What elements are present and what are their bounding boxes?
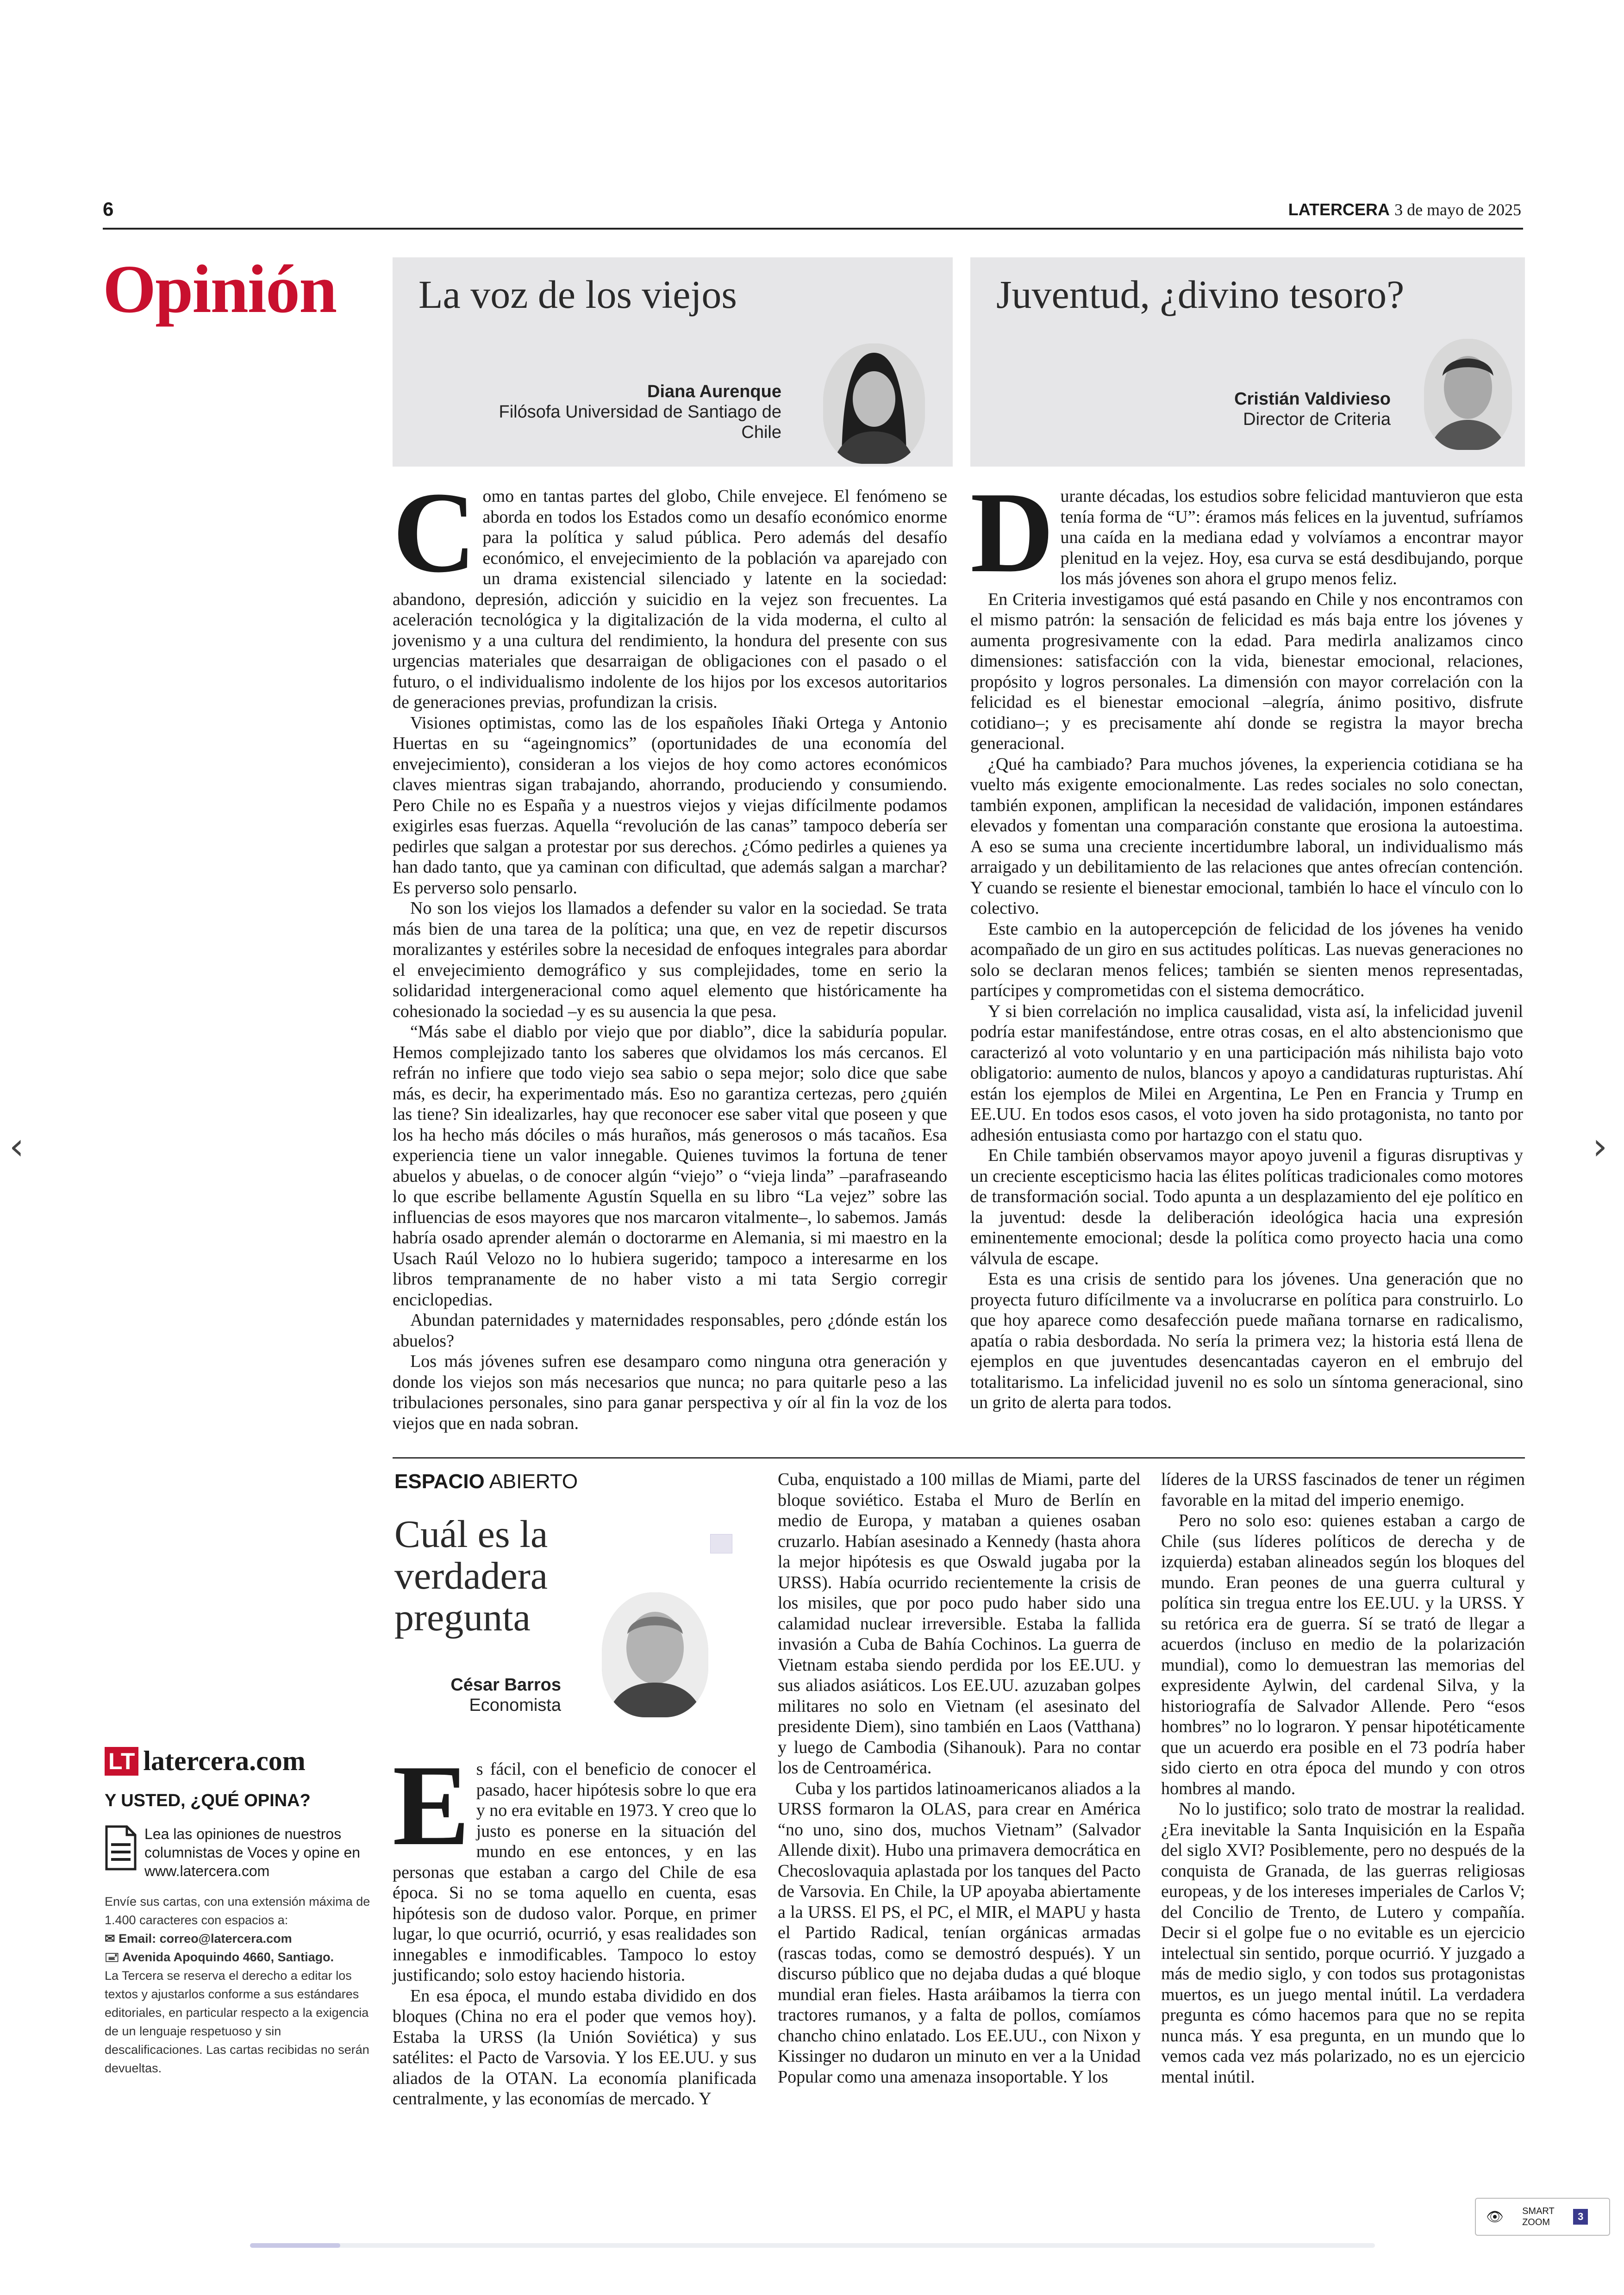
article1-role: Filósofa Universidad de Santiago de Chile [499, 402, 781, 442]
article1-paragraph: Abundan paternidades y maternidades responsables, pero ¿dónde están los abuelos? [393, 1310, 947, 1351]
logo-mark: LT [105, 1747, 138, 1776]
page-indicator-badge: 3 [1573, 2209, 1588, 2225]
article1-dropcap: C [393, 468, 476, 597]
page-number: 6 [103, 198, 114, 220]
article1-paragraph: Los más jóvenes sufren ese desamparo como ninguna otra generación y donde los viejos son más necesarios que nunca; no para quitarle peso a las tribulaciones personales, sino para ganar perspectiva y oír al fin la voz de los viejos que en nada sobran. [393, 1352, 947, 1433]
article1-author: Diana Aurenque [647, 382, 781, 401]
issue-date: 3 de mayo de 2025 [1394, 200, 1521, 219]
document-icon [105, 1825, 137, 1871]
logo-text: latercera.com [143, 1746, 306, 1776]
article2-paragraph: Durante décadas, los estudios sobre felicidad mantuvieron que esta tenía forma de “U”: éramos más felices en la juventud, sufríamos una caída en la mediana edad y volvíamos a encontrar mayor plenitud en la vejez. Hoy, esa curva se está desdibujando, porque los más jóvenes son ahora el grupo menos feliz. [970, 468, 1523, 597]
article3-title: Cuál es la verdadera pregunta [394, 1513, 548, 1639]
section-title: Opinión [103, 251, 337, 327]
article2-role: Director de Criteria [1243, 410, 1391, 429]
header-rule [103, 228, 1523, 230]
article2-paragraph: Y si bien correlación no implica causalidad, vista así, la infelicidad juvenil podría estar manifestándose, entre otras cosas, en el alto abstencionismo que caracterizó al voto voluntario y en una participación más nihilista bajo voto obligatorio: aumento de nulos, blancos y apoyo a candidaturas rupturistas. Ahí están los ejemplos de Milei en Argentina, Le Pen en Francia y Trump en EE.UU. En todos esos casos, el voto joven ha sido protagonista, no tanto por adhesión entusiasta como por hartazgo con el statu quo. [970, 1001, 1523, 1145]
article3-author: César Barros [450, 1675, 561, 1695]
article1-byline [485, 381, 781, 443]
envelope-icon: 🖃 [105, 1950, 123, 1964]
smart-zoom-label: SMART ZOOM [1522, 2206, 1555, 2227]
previous-page-button[interactable]: ‹ [9, 1125, 24, 1168]
sidebar-lead: Lea las opiniones de nuestros columnistas de Voces y opine en www.latercera.com [105, 1825, 373, 1880]
sidebar-instructions: Envíe sus cartas, con una extensión máxima de 1.400 caracteres con espacios a: ✉ Email: correo@latercera.com 🖃 Avenida Apoquindo 4660, Santiago. La Tercera se reserva el derecho a editar los textos y ajustarlos conforme a sus estándares editoriales, en particular respecto a la exigencia de un lenguaje respetuoso y sin descalificaciones. Las cartas recibidas no serán devueltas. [105, 1892, 373, 2077]
article2-paragraph: Esta es una crisis de sentido para los jóvenes. Una generación que no proyecta futuro difícilmente va a involucrarse en política para construirlo. Lo que hoy aparece como desafección puede mañana tornarse en radicalismo, apatía o rabia desbordada. No sería la primera vez; la historia está llena de ejemplos en que juventudes desencantadas cayeron en el embrujo del totalitarismo. La infelicidad juvenil no es solo un síntoma generacional, sino un grito de alerta para todos. [970, 1269, 1523, 1412]
article2-byline [1113, 389, 1391, 430]
article3-column-2: Cuba, enquistado a 100 millas de Miami, parte del bloque soviético. Estaba el Muro de Berlín en medio de Europa, y mataban a quienes osaban cruzarlo. Habían asesinado a Kennedy (hasta ahora la mejor hipótesis es que Oswald jugaba por la URSS). Había ocurrido recientemente la crisis de los misiles, que por poco pudo haber sido una calamidad nuclear irreversible. Estaba la fallida invasión a Cuba de Bahía Cochinos. La guerra de Vietnam estaba siendo perdida por los EE.UU. y sus aliados asiáticos. Los EE.UU. azuzaban golpes militares no solo en Vietnam (el asesinato del presidente Diem), sino también en Laos (Vatthana) y luego de Cambodia (Sihanouk). Para no contar los de Centroamérica. Cuba y los partidos latinoamericanos aliados a la URSS formaron la OLAS, para crear en América “no uno, sino dos, muchos Vietnam” (Salvador Allende dixit). Hubo una primavera democrática en Checoslovaquia aplastada por los tanques del Pacto de Varsovia. En Chile, la UP apoyaba abiertamente a la URSS. El PS, el PC, el MIR, el MAPU y hasta el Partido Radical, tenían orgánicas armadas (rascas todas, como se demostró después). Y un discurso público que no dejaba dudas a qué bloque mundial eran fieles. Hasta aráibamos la tierra con tractores rumanos, y a falta de pollos, comíamos chancho chino enlatado. Los EE.UU., con Nixon y Kissinger no dudaron un minuto en ver a la Unidad Popular como una amenaza insoportable. Y los [778, 1470, 1141, 2087]
sidebar-logo[interactable] [105, 1745, 373, 1777]
brand-name: LATERCERA [1288, 200, 1390, 219]
eye-icon: 👁 [1486, 2208, 1504, 2225]
article2-author: Cristián Valdivieso [1234, 389, 1391, 409]
article2-paragraph: En Chile también observamos mayor apoyo juvenil a figuras disruptivas y un creciente escepticismo hacia las élites políticas tradicionales como motores de transformación social. Todo apunta a un desplazamiento del eje político en la juventud: desde la deliberación ideológica hacia una expresión eminentemente emocional; desde la política como proyecto hacia una como válvula de escape. [970, 1146, 1523, 1268]
article2-paragraph: ¿Qué ha cambiado? Para muchos jóvenes, la experiencia cotidiana se ha vuelto más exigente emocionalmente. Las redes sociales no solo conectan, también exponen, amplifican la necesidad de validación, imponen estándares elevados y fomentan una comparación constante que erosiona la autoestima. A eso se suma una creciente incertidumbre laboral, un individualismo más arraigado y un debilitamiento de las relaciones que antes ofrecían contención. Y cuando se resiente el bienestar emocional, también lo hace el vínculo con lo colectivo. [970, 754, 1523, 918]
article1-paragraph: Visiones optimistas, como las de los españoles Iñaki Ortega y Antonio Huertas en su “ageingnomics” (oportunidades de una economía del envejecimiento), consideran a los viejos de hoy como actores económicos claves mientras sigan trabajando, ahorrando, produciendo y consumiendo. Pero Chile no es España y a nuestros viejos y viejas difícilmente podamos exigirles esas fuerzas. Aquella “revolución de las canas” tampoco debería ser pedirles que salgan a protestar por sus derechos. ¿Cómo pedirles a quienes ya han dado tanto, que ya caminan con dificultad, que además salgan a marchar? Es perverso solo pensarlo. [393, 713, 947, 898]
email-link[interactable]: ✉ Email: correo@latercera.com [105, 1932, 292, 1946]
article2-header [970, 257, 1525, 467]
article1-paragraph: “Más sabe el diablo por viejo que por diablo”, dice la sabiduría popular. Hemos complejizado tanto los saberes que olvidamos los más cercanos. El refrán no infiere que todo viejo sea sabio o sepa mejor; solo dice que sabe más, es decir, ha experimentado más. Eso no garantiza certezas, pero ¿quién las tiene? Sin idealizarles, hay que reconocer ese saber vital que poseen y que los ha hecho más dóciles o más huraños, más generosos o más tacaños. Esa experiencia tiene un valor innegable. Quienes tuvimos la fortuna de tener abuelos y abuelas, o de conocer algún “viejo” o “vieja linda” –parafraseando lo que escribe bellamente Agustín Squella en su libro “La vejez” sobre las influencias de esos mayores que nos marcaron vitalmente–, lo sabemos. Jamás habría osado aprender alemán o doctorarme en Alemania, si mi maestro en la Usach Raúl Velozo no lo hubiera sugerido; tampoco a interesarme en los libros tempranamente de no haber visto a mi tata Sergio corregir enciclopedias. [393, 1022, 947, 1310]
article1-body [393, 468, 947, 1440]
mail-icon: ✉ [105, 1932, 119, 1946]
article2-title: Juventud, ¿divino tesoro? [996, 272, 1405, 317]
article3-column-3: líderes de la URSS fascinados de tener un régimen favorable en la mitad del imperio enemigo. Pero no solo eso: quienes estaban a cargo de Chile (sus líderes políticos de derecha y de izquierda) estaban alineados según los bloques del mundo. Eran peones de una guerra cultural y política sin tregua entre los EE.UU. y la URSS. Y su retórica era de guerra. Sí se trató de llegar a acuerdos (incluso en medio de la polarización mundial), como lo demuestran las memorias del expresidente Aylwin, del cardenal Silva, y la historiografía de Salvador Allende. Pero “esos hombres” no lo lograron. Y pensar hipotéticamente que un acuerdo era posible en el 73 podría haber sido cierto en otra época del mundo y con otros hombres al mando. No lo justifico; solo trato de mostrar la realidad. ¿Era inevitable la Santa Inquisición en la España del siglo XVI? Posiblemente, pero no después de la conquista de Granada, de las guerras religiosas europeas, y de los intereses imperiales de Carlos V; del Concilio de Trento, de Lutero y compañía. Decir si el golpe fue o no evitable es un ejercicio intelectual sin sentido, porque ocurrió. Y juzgado a más de medio siglo, y con todos sus protagonistas muertos, es un juego mental inútil. La verdadera pregunta es cómo hacemos para que no se repita nunca más. Y esa pregunta, en un mundo que lo vemos cada vez más polarizado, no es un ejercicio mental inútil. [1161, 1470, 1525, 2087]
article1-title: La voz de los viejos [418, 272, 737, 317]
masthead [1288, 200, 1521, 219]
sidebar [105, 1745, 373, 2077]
article3-byline [394, 1675, 561, 1715]
author-portrait-barros [602, 1592, 708, 1717]
article1-paragraph: No son los viejos los llamados a defender su valor en la sociedad. Se trata más bien de una tarea de la política; una que, en vez de repetir discursos moralizantes y estériles sobre la necesidad de enfoques integrales para abordar el envejecimiento demográfico y sus complejidades, tome en serio la solidaridad intergeneracional como aquel elemento que históricamente ha cohesionado la sociedad –y es su ausencia la que pesa. [393, 898, 947, 1021]
sidebar-heading: Y USTED, ¿QUÉ OPINA? [105, 1791, 311, 1810]
small-placeholder-icon [710, 1534, 732, 1553]
article2-paragraph: En Criteria investigamos qué está pasando en Chile y nos encontramos con el mismo patrón: la sensación de felicidad es más baja entre los jóvenes y aumenta progresivamente con la edad. Para medirla analizamos cinco dimensiones: satisfacción con la vida, bienestar emocional, relaciones, propósito y logros personales. La dimensión con mayor correlación con la felicidad es el bienestar emocional –alegría, ánimo positivo, disfrute cotidiano–; y es precisamente ahí donde se registra la mayor brecha generacional. [970, 589, 1523, 753]
postal-address: 🖃 Avenida Apoquindo 4660, Santiago. [105, 1950, 334, 1964]
article1-paragraph: Como en tantas partes del globo, Chile envejece. El fenómeno se aborda en todos los Estados como un desafío económico enorme para la política y salud pública. Pero además del desafío económico, el envejecimiento de la población va aparejado con un drama existencial silenciado y latente en la sociedad: abandono, depresión, adicción y suicidio en la vejez son frecuentes. La aceleración tecnológica y la digitalización de la vida moderna, el culto al jovenismo y a una cultura del rendimiento, la hondura del presente con sus urgencias materiales que desarraigan de obligaciones con el pasado o el futuro, o el individualismo indolente de los hijos por los excesos autoritarios de generaciones previas, profundizan la crisis. [393, 468, 947, 712]
article2-dropcap: D [970, 468, 1054, 597]
article3-column-1: Es fácil, con el beneficio de conocer el pasado, hacer hipótesis sobre lo que era y no era evitable en 1973. Y creo que lo justo es ponerse en la situación del mundo en ese entonces, y en las personas que estaban a cargo del Chile de esa época. Si no se toma aquello en cuenta, esas hipótesis son de dudoso valor. Porque, en primer lugar, lo que ocurrió, ocurrió, y esas realidades son innegables e inmodificables. Tampoco lo estoy justificando; solo estoy haciendo historia. En esa época, el mundo estaba dividido en dos bloques (China no era el poder que vemos hoy). Estaba la URSS (la Unión Soviética) y sus satélites: el Pacto de Varsovia. Y los EE.UU. y sus aliados de la OTAN. La economía planificada centralmente, y las economías de mercado. Y [393, 1741, 756, 2108]
scroll-thumb[interactable] [250, 2243, 340, 2248]
scroll-track[interactable] [250, 2243, 1375, 2248]
author-portrait-aurenque [823, 343, 925, 464]
article1-header [393, 257, 953, 467]
article3-role: Economista [469, 1696, 561, 1715]
article3-kicker: ESPACIO ABIERTO [394, 1470, 578, 1493]
next-page-button[interactable]: › [1593, 1125, 1607, 1168]
article2-body [970, 468, 1523, 1440]
section-divider [393, 1457, 1525, 1459]
article2-paragraph: Este cambio en la autopercepción de felicidad de los jóvenes ha venido acompañado de un giro en sus actitudes políticas. Las nuevas generaciones no solo se declaran menos felices; también se sienten menos representadas, partícipes y comprometidas con el sistema democrático. [970, 919, 1523, 1000]
author-portrait-valdivieso [1424, 339, 1512, 450]
article3-dropcap: E [393, 1741, 470, 1870]
smart-zoom-control[interactable] [1475, 2198, 1610, 2236]
